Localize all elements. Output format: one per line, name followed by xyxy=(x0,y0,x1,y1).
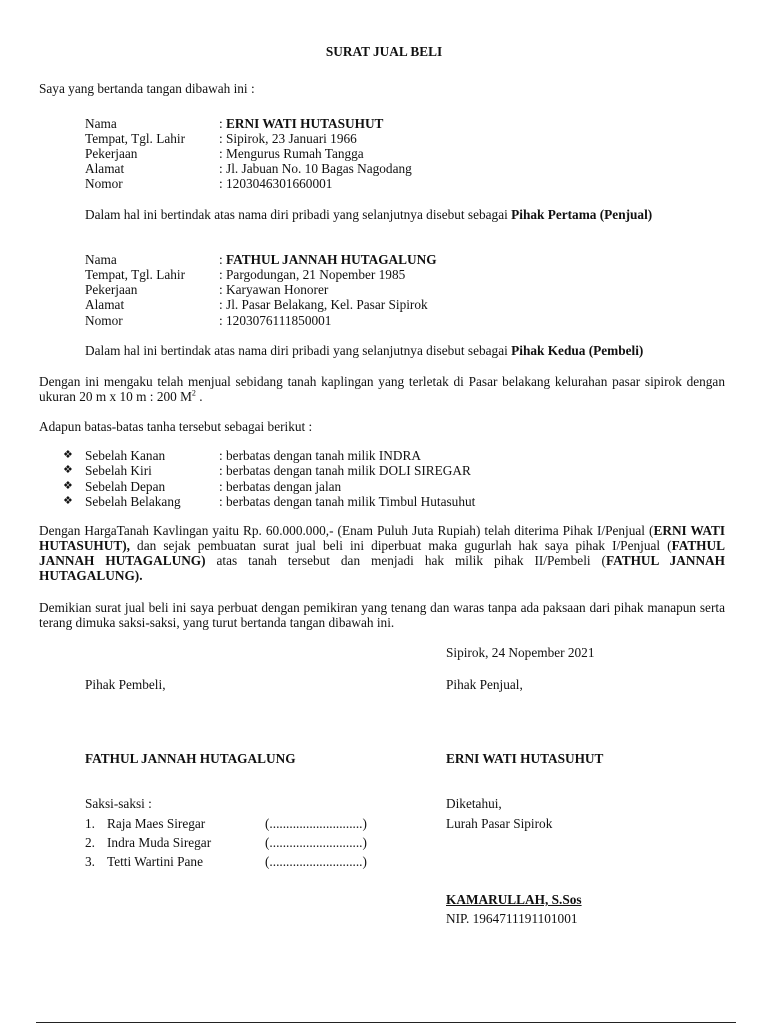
witness-signature: (............................) xyxy=(265,816,367,831)
second-party-job: : Karyawan Honorer xyxy=(219,282,329,297)
buyer-name: FATHUL JANNAH HUTAGALUNG xyxy=(85,751,296,766)
page-bottom-rule xyxy=(36,1022,736,1023)
second-party-number: : 1203076111850001 xyxy=(219,313,332,328)
closing-paragraph: Demikian surat jual beli ini saya perbuat dengan pemikiran yang tenang dan waras tanpa ada paksaan dari pihak manapun serta terang dimuka saksi-saksi, yang turut bertanda tangan dibawah ini. xyxy=(39,600,725,630)
official-title: Lurah Pasar Sipirok xyxy=(446,816,553,831)
witness-label: Saksi-saksi : xyxy=(85,796,152,811)
label-address: Alamat xyxy=(85,161,125,176)
seller-name: ERNI WATI HUTASUHUT xyxy=(446,751,604,766)
witness-name: Raja Maes Siregar xyxy=(107,816,206,831)
boundary-desc: : berbatas dengan tanah milik DOLI SIREGAR xyxy=(219,463,471,478)
second-party-name: : FATHUL JANNAH HUTAGALUNG xyxy=(219,252,437,267)
sale-statement: Dengan ini mengaku telah menjual sebidang tanah kaplingan yang terletak di Pasar belakang kelurahan pasar sipirok dengan ukuran 20 m x 10 m : 200 $M^2$ . xyxy=(39,374,725,404)
boundary-side: Sebelah Belakang xyxy=(85,494,181,509)
label-job: Pekerjaan xyxy=(85,146,138,161)
bullet-icon: ❖ xyxy=(63,495,73,507)
second-party-birth: : Pargodungan, 21 Nopember 1985 xyxy=(219,267,406,282)
second-party-address: : Jl. Pasar Belakang, Kel. Pasar Sipirok xyxy=(219,297,428,312)
label-number: Nomor xyxy=(85,176,123,191)
boundary-desc: : berbatas dengan tanah milik Timbul Hutasuhut xyxy=(219,494,476,509)
label-name: Nama xyxy=(85,116,117,131)
first-party-name: : ERNI WATI HUTASUHUT xyxy=(219,116,384,131)
second-party-statement: Dalam hal ini bertindak atas nama diri pribadi yang selanjutnya disebut sebagai Pihak Kedua (Pembeli) xyxy=(85,343,644,358)
witness-number: 1. xyxy=(85,816,95,831)
place-date: Sipirok, 24 Nopember 2021 xyxy=(446,645,595,660)
bullet-icon: ❖ xyxy=(63,464,73,476)
label-birth: Tempat, Tgl. Lahir xyxy=(85,267,185,282)
witness-name: Indra Muda Siregar xyxy=(107,835,212,850)
document-title: SURAT JUAL BELI xyxy=(325,44,443,59)
boundary-side: Sebelah Kiri xyxy=(85,463,152,478)
label-address: Alamat xyxy=(85,297,125,312)
official-name: KAMARULLAH, S.Sos xyxy=(446,892,582,907)
bullet-icon: ❖ xyxy=(63,480,73,492)
label-number: Nomor xyxy=(85,313,123,328)
seller-label: Pihak Penjual, xyxy=(446,677,523,692)
boundary-side: Sebelah Kanan xyxy=(85,448,166,463)
witness-signature: (............................) xyxy=(265,854,367,869)
witness-number: 3. xyxy=(85,854,95,869)
boundary-desc: : berbatas dengan tanah milik INDRA xyxy=(219,448,421,463)
witness-number: 2. xyxy=(85,835,95,850)
bullet-icon: ❖ xyxy=(63,449,73,461)
official-nip: NIP. 1964711191101001 xyxy=(446,911,578,926)
first-party-job: : Mengurus Rumah Tangga xyxy=(219,146,364,161)
label-job: Pekerjaan xyxy=(85,282,138,297)
boundary-side: Sebelah Depan xyxy=(85,479,166,494)
first-party-birth: : Sipirok, 23 Januari 1966 xyxy=(219,131,357,146)
first-party-address: : Jl. Jabuan No. 10 Bagas Nagodang xyxy=(219,161,412,176)
witness-name: Tetti Wartini Pane xyxy=(107,854,203,869)
intro-text: Saya yang bertanda tangan dibawah ini : xyxy=(39,81,255,96)
price-paragraph: Dengan HargaTanah Kavlingan yaitu Rp. 60.000.000,- (Enam Puluh Juta Rupiah) telah diterima Pihak I/Penjual (ERNI WATI HUTASUHUT), dan sejak pembuatan surat jual beli ini diperbuat maka gugurlah hak saya pihak I/Penjual (FATHUL JANNAH HUTAGALUNG) atas tanah tersebut dan menjadi hak milik pihak II/Pembeli (FATHUL JANNAH HUTAGALUNG). xyxy=(39,523,725,583)
first-party-statement: Dalam hal ini bertindak atas nama diri pribadi yang selanjutnya disebut sebagai Pihak Pertama (Penjual) xyxy=(85,207,653,222)
first-party-number: : 1203046301660001 xyxy=(219,176,333,191)
label-name: Nama xyxy=(85,252,117,267)
buyer-label: Pihak Pembeli, xyxy=(85,677,166,692)
boundaries-intro: Adapun batas-batas tanha tersebut sebagai berikut : xyxy=(39,419,313,434)
label-birth: Tempat, Tgl. Lahir xyxy=(85,131,185,146)
boundary-desc: : berbatas dengan jalan xyxy=(219,479,342,494)
acknowledged-label: Diketahui, xyxy=(446,796,502,811)
witness-signature: (............................) xyxy=(265,835,367,850)
